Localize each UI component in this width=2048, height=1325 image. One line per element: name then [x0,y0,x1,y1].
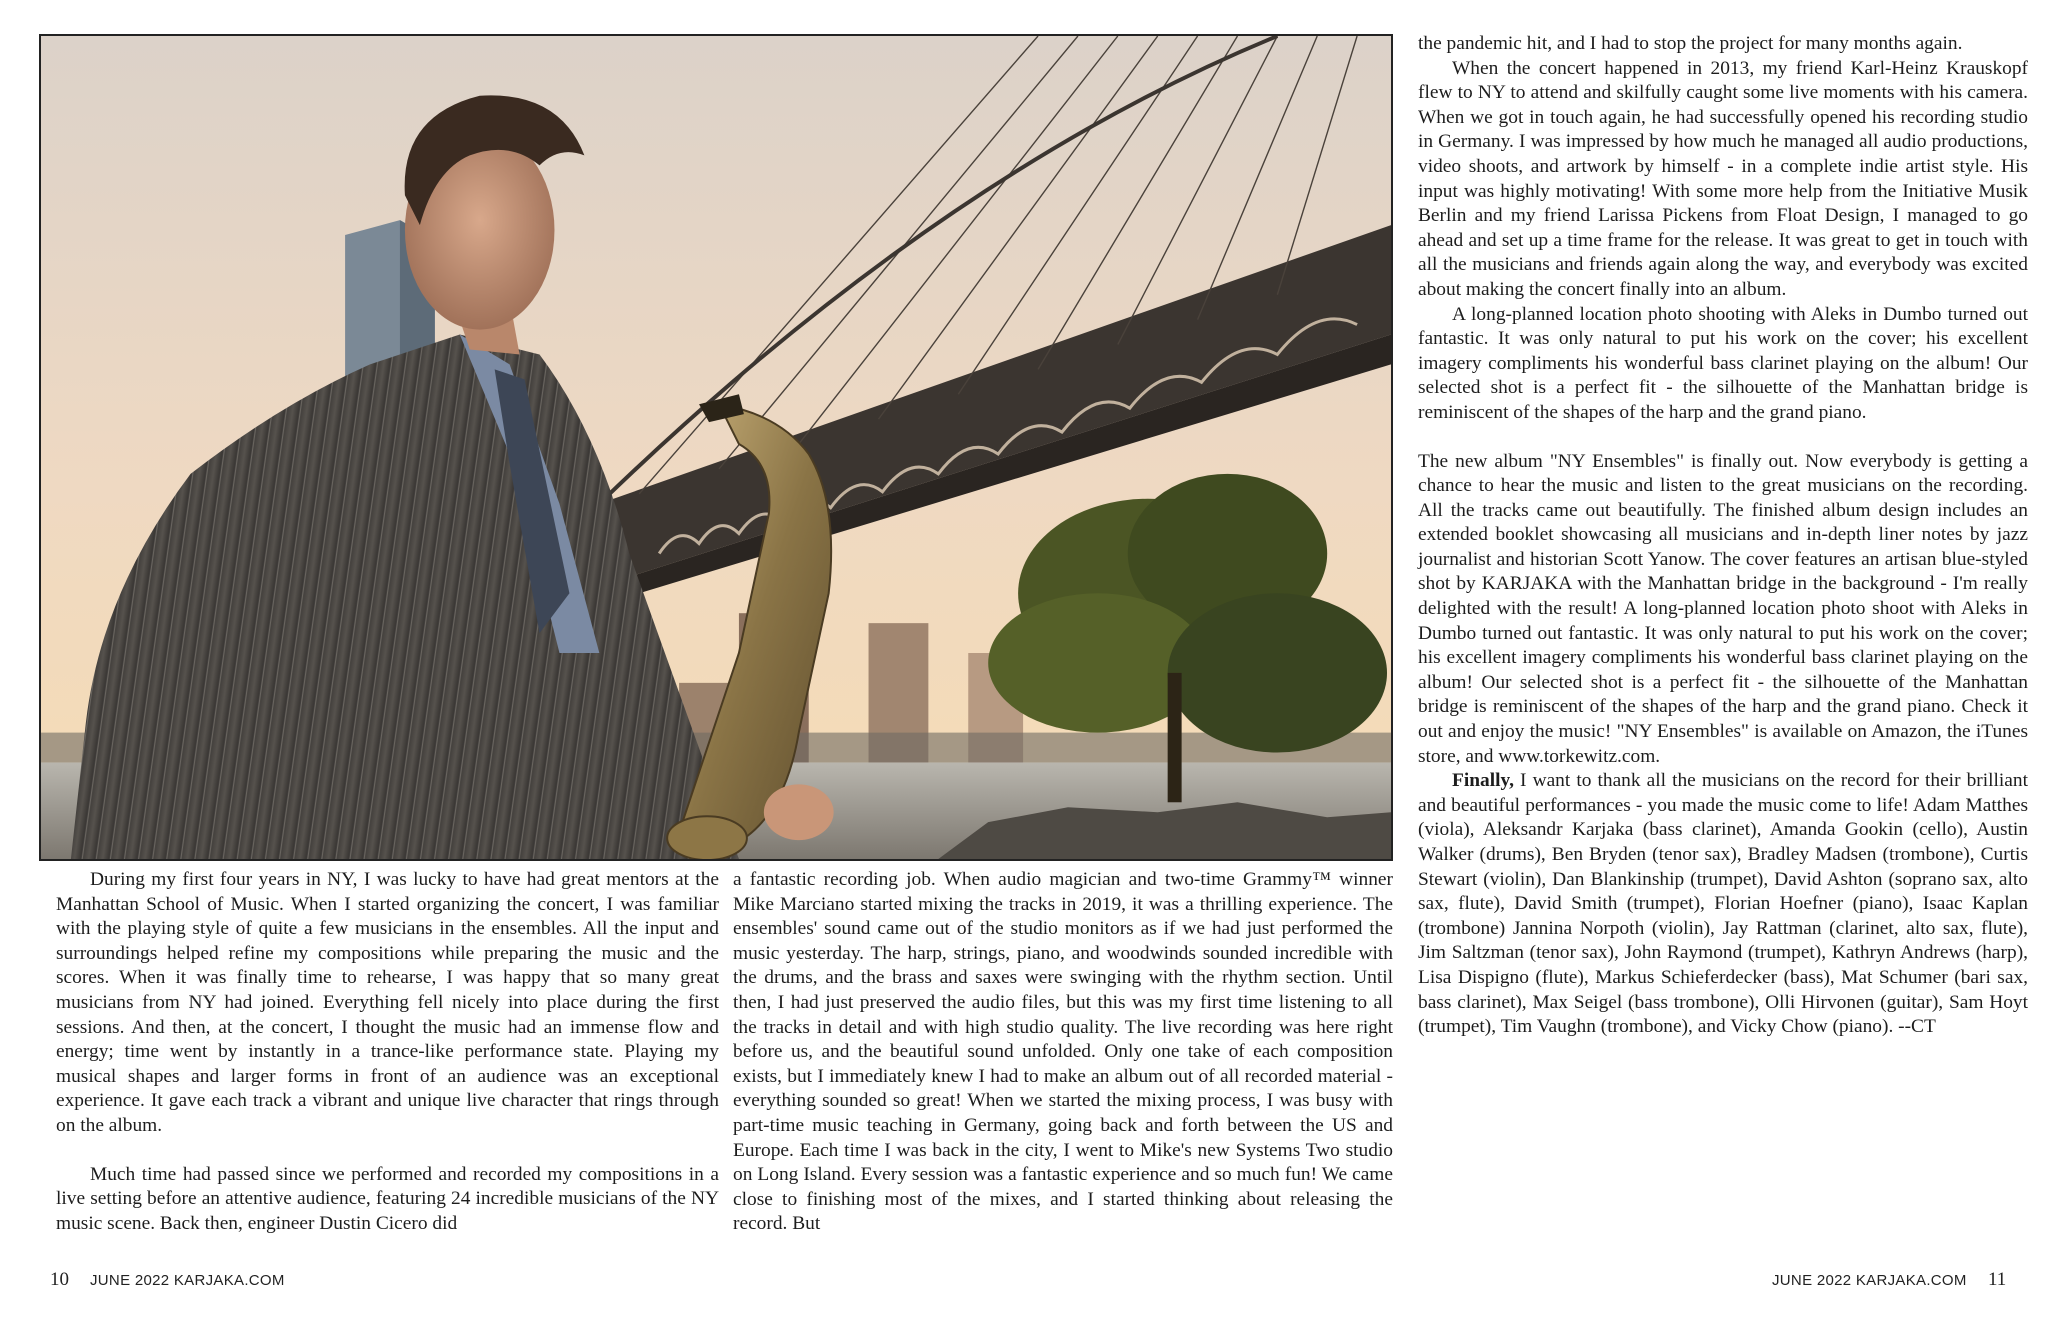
paragraph: a fantastic recording job. When audio magician and two-time Grammy™ winner Mike Marciano started mixing the tracks in 2019, it was a thrilling experience. The ensembles' sound came out of the studio monitors as if we had just performed the music yesterday. The harp, strings, piano, and woodwinds sounded incredible with the drums, and the brass and saxes were swinging with the rhythm section. Until then, I had just preserved the audio files, but this was my first time listening to all the tracks in detail and with high studio quality. The live recording was here right before us, and the beautiful sound unfolded. Only one take of each composition exists, but I immediately knew I had to make an album out of all recorded material - everything sounded so great! When we started the mixing process, I was busy with part-time music teaching in Germany, going back and forth between the US and Europe. Each time I was back in the city, I went to Mike's new Systems Two studio on Long Island. Every session was a fantastic experience and so much fun! We came close to finishing most of the mixes, and I started thinking about releasing the record. But [733,869,1393,1235]
saxophonist-bridge-photo [39,34,1393,861]
paragraph [1418,769,2028,1040]
paragraph: A long-planned location photo shooting with Aleks in Dumbo turned out fantastic. It was only natural to put his work on the cover; his excellent imagery compliments his wonderful bass clarinet playing on the album! Our selected shot is a perfect fit - the silhouette of the Manhattan bridge is reminiscent of the shapes of the harp and the grand piano. [1418,303,2028,423]
folio-right: JUNE 2022 KARJAKA.COM [1772,1272,1967,1289]
article-column-1 [56,868,719,1236]
paragraph: During my first four years in NY, I was lucky to have had great mentors at the Manhattan School of Music. When I started organizing the concert, I was familiar with the playing style of quite a few musicians in the ensembles. All the input and surroundings helped refine my compositions while preparing the music and the scores. When it was finally time to rehearse, I was happy that so many great musicians from NY had joined. Everything fell nicely into place during the first sessions. And then, at the concert, I thought the music had an immense flow and energy; time went by instantly in a trance-like performance state. Playing my musical shapes and larger forms in front of an audience was an exceptional experience. It gave each track a vibrant and unique live character that rings through on the album. [56,869,719,1136]
paragraph: When the concert happened in 2013, my friend Karl-Heinz Krauskopf flew to NY to attend and skilfully caught some live moments with his camera. When we got in touch again, he had successfully opened his recording studio in Germany. I was impressed by how much he managed all audio productions, video shoots, and artwork by himself - in a complete indie artist style. His input was highly motivating! With some more help from the Initiative Musik Berlin and my friend Larissa Pickens from Float Design, I managed to go ahead and set up a time frame for the release. It was great to get in touch with all the musicians and friends again along the way, and everybody was excited about making the concert finally into an album. [1418,57,2028,300]
article-column-3 [1418,32,2028,1040]
bold-lead: Finally, [1452,770,1514,792]
page-number-right: 11 [1988,1269,2007,1290]
photo-illustration [41,36,1391,859]
paragraph: The new album "NY Ensembles" is finally out. Now everybody is getting a chance to hear the music and listen to the great musicians on the recording. All the tracks came out beautifully. The finished album design includes an extended booklet showcasing all musicians and in-depth liner notes by jazz journalist and historian Scott Yanow. The cover features an artisan blue-styled shot by KARJAKA with the Manhattan bridge in the background - I'm really delighted with the result! A long-planned location photo shoot with Aleks in Dumbo turned out fantastic. It was only natural to put his work on the cover; his excellent imagery compliments his wonderful bass clarinet playing on the album! Our selected shot is a perfect fit - the silhouette of the Manhattan bridge is reminiscent of the shapes of the harp and the grand piano. Check it out and enjoy the music! "NY Ensembles" is available on Amazon, the iTunes store, and www.torkewitz.com. [1418,450,2028,767]
page-number-left: 10 [50,1269,69,1290]
paragraph-text: I want to thank all the musicians on the record for their brilliant and beautiful performances - you made the music come to life! Adam Matthes (viola), Aleksandr Karjaka (bass clarinet), Amanda Gookin (cello), Austin Walker (drums), Ben Bryden (tenor sax), Bradley Madsen (trombone), Curtis Stewart (violin), Dan Blankinship (trumpet), David Ashton (soprano sax, alto sax, flute), David Smith (trumpet), Florian Hoefner (piano), Isaac Kaplan (trombone) Jannina Norpoth (violin), Jay Rattman (clarinet, alto sax, flute), Jim Saltzman (tenor sax), John Raymond (trumpet), Kathryn Andrews (harp), Lisa Dispigno (flute), Markus Schieferdecker (bass), Mat Schumer (bari sax, bass clarinet), Max Seigel (bass trombone), Olli Hirvonen (guitar), Sam Hoyt (trumpet), Tim Vaughn (trombone), and Vicky Chow (piano). --CT [1418,770,2028,1038]
paragraph: the pandemic hit, and I had to stop the project for many months again. [1418,33,1963,54]
folio-left: JUNE 2022 KARJAKA.COM [90,1272,285,1289]
article-column-2 [733,868,1393,1237]
paragraph: Much time had passed since we performed and recorded my compositions in a live setting before an attentive audience, featuring 24 incredible musicians of the NY music scene. Back then, engineer Dustin Cicero did [56,1163,719,1234]
